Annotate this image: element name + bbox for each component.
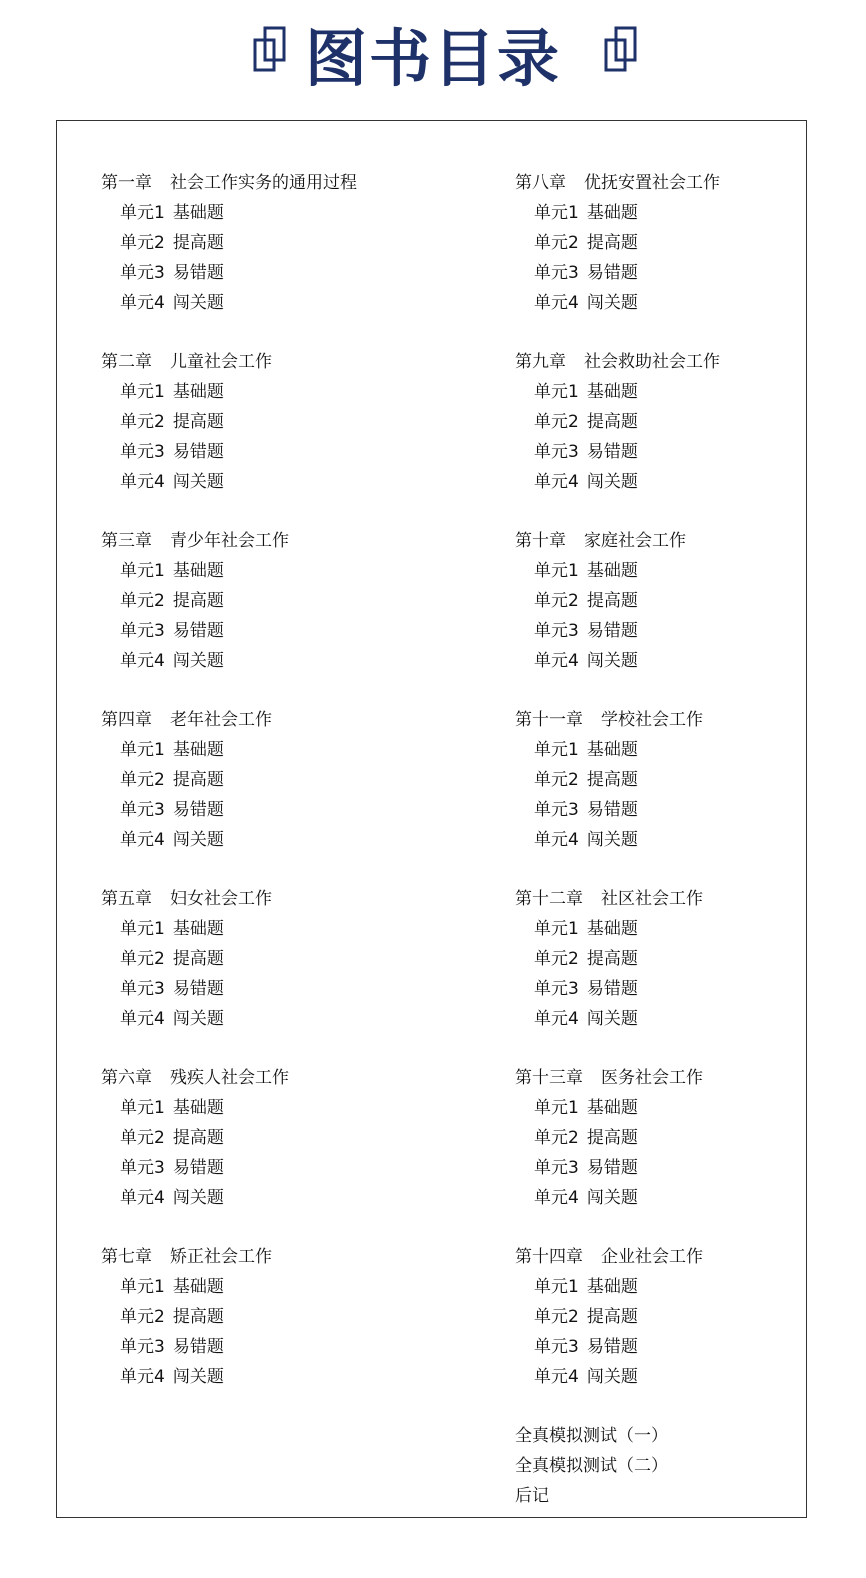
- unit-name: 易错题: [586, 263, 638, 283]
- unit-name: 提高题: [172, 1128, 224, 1148]
- chapter-name: 残疾人社会工作: [170, 1068, 289, 1088]
- chapter-name: 社会工作实务的通用过程: [170, 173, 357, 193]
- unit-entry: [515, 1093, 795, 1123]
- chapter-block: [101, 526, 481, 705]
- unit-label: 单元1: [120, 1277, 165, 1297]
- unit-label: 单元3: [120, 442, 165, 462]
- unit-label: 单元3: [120, 263, 165, 283]
- unit-name: 闯关题: [172, 1009, 224, 1029]
- chapter-number: 第六章: [101, 1068, 152, 1088]
- unit-entry: [101, 407, 481, 437]
- unit-label: 单元3: [534, 1337, 579, 1357]
- unit-entry: [101, 765, 481, 795]
- unit-label: 单元4: [534, 651, 579, 671]
- unit-label: 单元3: [534, 1158, 579, 1178]
- chapter-name: 矫正社会工作: [170, 1247, 272, 1267]
- chapter-number: 第二章: [101, 352, 152, 372]
- unit-label: 单元4: [120, 293, 165, 313]
- unit-entry: [515, 735, 795, 765]
- unit-label: 单元2: [534, 1307, 579, 1327]
- unit-label: 单元2: [120, 233, 165, 253]
- unit-name: 易错题: [586, 1158, 638, 1178]
- unit-entry: [101, 616, 481, 646]
- unit-name: 闯关题: [586, 472, 638, 492]
- unit-entry: [515, 377, 795, 407]
- unit-name: 基础题: [586, 1277, 638, 1297]
- unit-entry: [515, 1183, 795, 1213]
- chapter-heading: [515, 705, 795, 735]
- unit-name: 提高题: [172, 949, 224, 969]
- unit-label: 单元1: [120, 740, 165, 760]
- unit-label: 单元2: [534, 591, 579, 611]
- unit-name: 提高题: [586, 591, 638, 611]
- unit-name: 闯关题: [172, 651, 224, 671]
- unit-name: 闯关题: [172, 1188, 224, 1208]
- chapter-number: 第八章: [515, 173, 566, 193]
- unit-name: 基础题: [586, 1098, 638, 1118]
- chapter-name: 优抚安置社会工作: [584, 173, 720, 193]
- unit-name: 闯关题: [172, 1367, 224, 1387]
- chapter-heading: [101, 1242, 481, 1272]
- unit-name: 闯关题: [586, 830, 638, 850]
- unit-entry: [515, 228, 795, 258]
- toc-left-column: [101, 168, 481, 1421]
- unit-entry: [515, 1332, 795, 1362]
- chapter-number: 第一章: [101, 173, 152, 193]
- unit-name: 基础题: [172, 1098, 224, 1118]
- unit-entry: [515, 1362, 795, 1392]
- unit-entry: [515, 944, 795, 974]
- unit-name: 提高题: [172, 233, 224, 253]
- unit-label: 单元4: [534, 1009, 579, 1029]
- unit-entry: [101, 377, 481, 407]
- unit-entry: [515, 586, 795, 616]
- unit-entry: [515, 914, 795, 944]
- unit-name: 基础题: [586, 919, 638, 939]
- unit-name: 提高题: [586, 1128, 638, 1148]
- unit-name: 易错题: [172, 800, 224, 820]
- unit-entry: [515, 556, 795, 586]
- unit-label: 单元3: [120, 800, 165, 820]
- unit-label: 单元3: [120, 1337, 165, 1357]
- chapter-name: 妇女社会工作: [170, 889, 272, 909]
- unit-entry: [515, 1153, 795, 1183]
- page-header: [0, 0, 866, 110]
- unit-name: 易错题: [586, 442, 638, 462]
- chapter-block: [101, 1242, 481, 1421]
- unit-label: 单元4: [120, 651, 165, 671]
- chapter-block: [101, 705, 481, 884]
- chapter-number: 第七章: [101, 1247, 152, 1267]
- unit-name: 易错题: [172, 1337, 224, 1357]
- unit-entry: [101, 825, 481, 855]
- unit-entry: [515, 288, 795, 318]
- unit-entry: [101, 944, 481, 974]
- unit-entry: [515, 616, 795, 646]
- chapter-heading: [515, 347, 795, 377]
- unit-label: 单元1: [120, 382, 165, 402]
- unit-label: 单元2: [120, 1128, 165, 1148]
- unit-name: 闯关题: [172, 472, 224, 492]
- unit-label: 单元3: [534, 263, 579, 283]
- chapter-block: [515, 347, 795, 526]
- chapter-number: 第五章: [101, 889, 152, 909]
- unit-name: 提高题: [172, 1307, 224, 1327]
- unit-entry: [515, 258, 795, 288]
- chapter-number: 第九章: [515, 352, 566, 372]
- unit-entry: [101, 646, 481, 676]
- chapter-heading: [515, 168, 795, 198]
- chapter-name: 社区社会工作: [601, 889, 703, 909]
- unit-name: 提高题: [586, 770, 638, 790]
- toc-right-column: [515, 168, 795, 1511]
- unit-label: 单元2: [120, 770, 165, 790]
- appendix-entry: 后记: [515, 1486, 549, 1506]
- unit-label: 单元1: [120, 561, 165, 581]
- chapter-block: [515, 168, 795, 347]
- unit-name: 基础题: [172, 561, 224, 581]
- unit-name: 提高题: [172, 412, 224, 432]
- chapter-heading: [101, 526, 481, 556]
- unit-entry: [515, 407, 795, 437]
- unit-entry: [101, 437, 481, 467]
- chapter-heading: [101, 168, 481, 198]
- chapter-name: 医务社会工作: [601, 1068, 703, 1088]
- unit-entry: [101, 586, 481, 616]
- unit-name: 提高题: [586, 233, 638, 253]
- unit-label: 单元2: [120, 1307, 165, 1327]
- unit-name: 闯关题: [586, 651, 638, 671]
- unit-name: 易错题: [172, 442, 224, 462]
- unit-label: 单元2: [534, 1128, 579, 1148]
- unit-name: 易错题: [586, 979, 638, 999]
- unit-label: 单元4: [534, 472, 579, 492]
- unit-entry: [101, 1183, 481, 1213]
- unit-name: 易错题: [172, 979, 224, 999]
- chapter-number: 第三章: [101, 531, 152, 551]
- unit-entry: [101, 198, 481, 228]
- unit-name: 基础题: [586, 203, 638, 223]
- chapter-name: 家庭社会工作: [584, 531, 686, 551]
- unit-entry: [515, 1272, 795, 1302]
- unit-name: 易错题: [586, 800, 638, 820]
- unit-entry: [101, 1302, 481, 1332]
- unit-label: 单元3: [534, 979, 579, 999]
- unit-entry: [101, 288, 481, 318]
- unit-label: 单元4: [120, 472, 165, 492]
- chapter-number: 第四章: [101, 710, 152, 730]
- chapter-name: 儿童社会工作: [170, 352, 272, 372]
- chapter-name: 老年社会工作: [170, 710, 272, 730]
- unit-name: 闯关题: [586, 1009, 638, 1029]
- unit-name: 易错题: [586, 1337, 638, 1357]
- unit-entry: [515, 974, 795, 1004]
- chapter-heading: [101, 884, 481, 914]
- unit-label: 单元2: [120, 412, 165, 432]
- chapter-block: [101, 347, 481, 526]
- unit-name: 闯关题: [172, 830, 224, 850]
- unit-name: 闯关题: [172, 293, 224, 313]
- unit-label: 单元4: [120, 1367, 165, 1387]
- unit-entry: [101, 1004, 481, 1034]
- chapter-block: [101, 884, 481, 1063]
- appendix-entry: 全真模拟测试（一）: [515, 1426, 668, 1446]
- unit-label: 单元3: [120, 979, 165, 999]
- chapter-block: [515, 705, 795, 884]
- unit-entry: [515, 825, 795, 855]
- chapter-heading: [101, 1063, 481, 1093]
- chapter-heading: [515, 1063, 795, 1093]
- unit-name: 提高题: [586, 412, 638, 432]
- unit-entry: [101, 258, 481, 288]
- unit-entry: [101, 1272, 481, 1302]
- unit-name: 基础题: [172, 382, 224, 402]
- unit-name: 提高题: [172, 591, 224, 611]
- unit-name: 易错题: [172, 263, 224, 283]
- unit-name: 提高题: [586, 1307, 638, 1327]
- unit-entry: [101, 1153, 481, 1183]
- appendix-entry: 全真模拟测试（二）: [515, 1456, 668, 1476]
- unit-name: 基础题: [586, 382, 638, 402]
- unit-label: 单元1: [120, 1098, 165, 1118]
- unit-entry: [101, 1123, 481, 1153]
- chapter-block: [515, 1242, 795, 1421]
- unit-entry: [515, 765, 795, 795]
- unit-entry: [101, 735, 481, 765]
- unit-entry: [515, 1302, 795, 1332]
- unit-name: 基础题: [172, 203, 224, 223]
- overlapping-squares-icon: [604, 24, 638, 78]
- chapter-name: 企业社会工作: [601, 1247, 703, 1267]
- chapter-name: 青少年社会工作: [170, 531, 289, 551]
- unit-label: 单元3: [534, 442, 579, 462]
- unit-label: 单元4: [534, 830, 579, 850]
- unit-label: 单元2: [534, 770, 579, 790]
- unit-entry: [101, 1362, 481, 1392]
- page-title: 图书目录: [304, 22, 561, 95]
- chapter-number: 第十三章: [515, 1068, 583, 1088]
- unit-entry: [515, 795, 795, 825]
- unit-entry: [101, 974, 481, 1004]
- chapter-name: 社会救助社会工作: [584, 352, 720, 372]
- chapter-heading: [515, 884, 795, 914]
- chapter-heading: [101, 347, 481, 377]
- unit-entry: [101, 556, 481, 586]
- unit-label: 单元2: [534, 412, 579, 432]
- unit-name: 基础题: [172, 740, 224, 760]
- unit-label: 单元2: [534, 949, 579, 969]
- chapter-number: 第十一章: [515, 710, 583, 730]
- chapter-heading: [515, 526, 795, 556]
- unit-label: 单元1: [534, 1277, 579, 1297]
- unit-name: 易错题: [172, 621, 224, 641]
- unit-label: 单元4: [120, 1188, 165, 1208]
- chapter-block: [101, 168, 481, 347]
- chapter-heading: [515, 1242, 795, 1272]
- unit-label: 单元3: [534, 800, 579, 820]
- unit-name: 闯关题: [586, 1367, 638, 1387]
- chapter-number: 第十四章: [515, 1247, 583, 1267]
- unit-label: 单元1: [534, 919, 579, 939]
- unit-name: 闯关题: [586, 1188, 638, 1208]
- unit-label: 单元1: [120, 919, 165, 939]
- unit-label: 单元3: [120, 621, 165, 641]
- unit-entry: [101, 467, 481, 497]
- unit-name: 提高题: [586, 949, 638, 969]
- unit-entry: [101, 1332, 481, 1362]
- unit-entry: [515, 1123, 795, 1153]
- unit-name: 易错题: [586, 621, 638, 641]
- unit-name: 基础题: [172, 919, 224, 939]
- chapter-number: 第十章: [515, 531, 566, 551]
- unit-label: 单元4: [534, 1188, 579, 1208]
- unit-label: 单元1: [534, 740, 579, 760]
- unit-name: 提高题: [172, 770, 224, 790]
- unit-entry: [515, 646, 795, 676]
- unit-label: 单元4: [120, 830, 165, 850]
- unit-entry: [515, 467, 795, 497]
- unit-label: 单元4: [120, 1009, 165, 1029]
- chapter-block: [101, 1063, 481, 1242]
- unit-entry: [101, 228, 481, 258]
- chapter-block: [515, 526, 795, 705]
- unit-entry: [101, 914, 481, 944]
- unit-label: 单元4: [534, 293, 579, 313]
- unit-entry: [515, 1004, 795, 1034]
- chapter-heading: [101, 705, 481, 735]
- unit-label: 单元2: [120, 949, 165, 969]
- chapter-name: 学校社会工作: [601, 710, 703, 730]
- unit-name: 基础题: [586, 740, 638, 760]
- unit-name: 易错题: [172, 1158, 224, 1178]
- unit-entry: [515, 198, 795, 228]
- unit-label: 单元2: [120, 591, 165, 611]
- chapter-block: [515, 884, 795, 1063]
- unit-entry: [101, 1093, 481, 1123]
- unit-label: 单元1: [534, 203, 579, 223]
- unit-label: 单元1: [534, 1098, 579, 1118]
- unit-name: 闯关题: [586, 293, 638, 313]
- chapter-number: 第十二章: [515, 889, 583, 909]
- unit-label: 单元4: [534, 1367, 579, 1387]
- unit-entry: [101, 795, 481, 825]
- unit-label: 单元1: [534, 382, 579, 402]
- unit-label: 单元2: [534, 233, 579, 253]
- unit-name: 基础题: [586, 561, 638, 581]
- unit-name: 基础题: [172, 1277, 224, 1297]
- unit-label: 单元1: [534, 561, 579, 581]
- chapter-block: [515, 1063, 795, 1242]
- unit-label: 单元3: [534, 621, 579, 641]
- unit-label: 单元3: [120, 1158, 165, 1178]
- unit-entry: [515, 437, 795, 467]
- unit-label: 单元1: [120, 203, 165, 223]
